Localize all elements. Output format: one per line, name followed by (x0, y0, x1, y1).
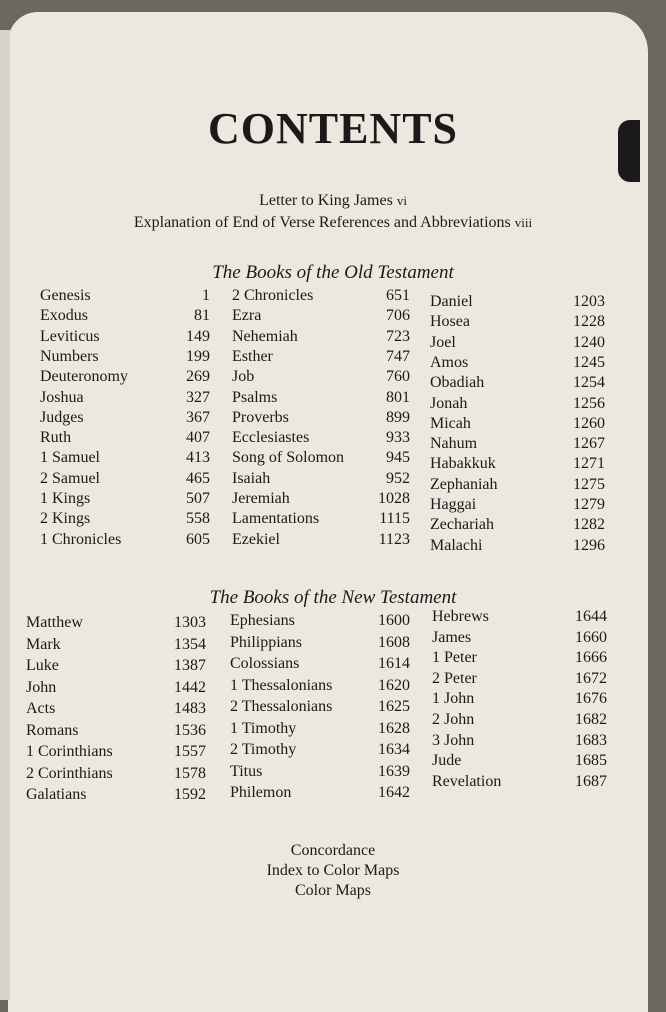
book-page-number: 1687 (575, 772, 607, 790)
book-page-number: 465 (186, 469, 210, 487)
back-matter-map-index: Index to Color Maps (266, 862, 400, 879)
new-testament-heading: The Books of the New Testament (209, 587, 457, 608)
book-entry (232, 490, 410, 508)
book-page-number: 269 (186, 368, 210, 386)
book-name: Judges (40, 408, 84, 426)
book-entry (40, 429, 210, 447)
book-page-number: 407 (186, 429, 210, 447)
book-name: 2 Kings (40, 510, 91, 528)
book-name: Malachi (430, 536, 483, 554)
book-entry (430, 435, 605, 453)
book-name: James (432, 628, 472, 646)
back-matter-concordance: Concordance (290, 842, 376, 859)
book-entry (232, 531, 410, 549)
book-page-number: 149 (186, 327, 210, 345)
book-name: Ephesians (230, 612, 295, 629)
book-page-number: 1614 (378, 655, 410, 672)
book-page-number: 706 (386, 307, 410, 325)
book-page-number: 1203 (573, 293, 605, 310)
book-name: Genesis (40, 287, 91, 304)
book-page-number: 1620 (378, 676, 410, 694)
book-name: Joshua (40, 388, 84, 406)
book-page-number: 952 (386, 469, 410, 487)
book-name: 1 Timothy (230, 719, 297, 737)
book-page-number: 945 (386, 449, 410, 467)
book-page-number: 1483 (174, 700, 206, 717)
book-page-number: 507 (186, 490, 210, 507)
book-entry (232, 429, 410, 447)
book-name: Leviticus (40, 327, 100, 345)
book-entry (430, 537, 605, 555)
book-name: Mark (26, 635, 61, 653)
book-page-number: 1634 (378, 741, 410, 758)
book-page-number: 1387 (174, 657, 206, 674)
book-page-number: 1682 (575, 711, 607, 728)
book-entry (26, 657, 206, 675)
book-page-number: 723 (386, 327, 410, 345)
book-name: 1 Thessalonians (230, 676, 333, 694)
old-testament-heading: The Books of the Old Testament (212, 262, 454, 283)
book-entry (40, 470, 210, 488)
book-name: Micah (430, 414, 471, 432)
book-name: Zephaniah (430, 475, 498, 493)
book-page-number: 1639 (378, 762, 410, 780)
book-name: Haggai (430, 496, 477, 513)
book-entry (232, 510, 410, 528)
book-name: Titus (230, 762, 263, 780)
book-entry (432, 649, 607, 667)
book-page-number: 1442 (174, 678, 206, 696)
book-entry (232, 328, 410, 346)
book-entry (430, 313, 605, 331)
book-page-number: 1628 (378, 719, 410, 737)
book-entry (26, 765, 206, 783)
book-name: 1 Chronicles (40, 530, 122, 548)
book-page-number: 1660 (575, 628, 607, 646)
book-entry (432, 670, 607, 688)
book-entry (232, 307, 410, 325)
book-entry (232, 348, 410, 366)
book-name: Romans (26, 721, 79, 739)
book-entry (432, 752, 607, 770)
book-page-number: 1354 (174, 635, 206, 653)
book-entry (232, 368, 410, 386)
book-page-number: 1260 (573, 414, 605, 432)
book-name: Ecclesiastes (232, 429, 310, 447)
book-page-number: 1282 (573, 516, 605, 534)
book-name: Lamentations (232, 510, 320, 528)
book-entry (26, 700, 206, 718)
book-name: Exodus (40, 307, 88, 325)
book-entry (26, 786, 206, 804)
book-name: Hebrews (432, 608, 489, 625)
book-page-number: 1028 (378, 490, 410, 507)
book-name: Colossians (230, 655, 300, 672)
book-entry (432, 732, 607, 750)
book-page-number: 1123 (378, 530, 410, 548)
intro-label: Letter to King James (259, 192, 393, 209)
book-entry (40, 389, 210, 407)
book-entry (230, 677, 410, 695)
book-entry (40, 368, 210, 386)
book-entry (430, 395, 605, 413)
book-name: Luke (26, 657, 59, 674)
book-entry (40, 510, 210, 528)
book-page-number: 1256 (573, 394, 605, 412)
book-entry (432, 629, 607, 647)
book-entry (432, 608, 607, 626)
book-entry (430, 455, 605, 473)
book-entry (430, 516, 605, 534)
book-entry (430, 354, 605, 372)
page-title: CONTENTS (207, 104, 459, 153)
book-name: Ezekiel (232, 530, 280, 548)
book-name: Nahum (430, 435, 478, 453)
book-page-number: 1296 (573, 536, 605, 554)
book-page-number: 367 (186, 408, 210, 426)
book-entry (230, 720, 410, 738)
book-entry (230, 655, 410, 673)
book-entry (232, 409, 410, 427)
book-name: Jonah (430, 394, 468, 412)
book-entry (40, 328, 210, 346)
book-name: 2 Peter (432, 669, 477, 687)
book-name: Job (232, 368, 255, 386)
book-name: Nehemiah (232, 327, 298, 345)
book-entry (40, 287, 210, 305)
intro-page: viii (514, 215, 533, 230)
book-name: Ezra (232, 307, 262, 325)
book-name: Acts (26, 700, 56, 717)
book-name: 2 Chronicles (232, 287, 314, 304)
book-page-number: 760 (386, 368, 410, 386)
intro-page: vi (396, 193, 407, 208)
book-name: Isaiah (232, 469, 271, 487)
book-name: 1 Corinthians (26, 743, 113, 760)
book-page-number: 199 (186, 347, 210, 365)
book-page-number: 605 (186, 530, 210, 548)
book-page-number: 1683 (575, 731, 607, 749)
book-page-number: 1115 (379, 510, 410, 528)
book-entry (40, 348, 210, 366)
book-name: Daniel (430, 293, 473, 310)
book-entry (26, 614, 206, 632)
book-name: 1 Kings (40, 490, 91, 507)
book-entry (26, 722, 206, 740)
book-entry (26, 636, 206, 654)
book-name: Esther (232, 347, 273, 365)
book-page-number: 933 (386, 429, 410, 447)
book-page-number: 1578 (174, 764, 206, 782)
book-entry (26, 679, 206, 697)
intro-label: Explanation of End of Verse References and Abbreviations (133, 214, 511, 231)
book-page-number: 1279 (573, 496, 605, 513)
book-entry (230, 634, 410, 652)
book-name: 3 John (432, 731, 475, 749)
book-name: Philippians (230, 633, 303, 651)
book-page-number: 1685 (575, 752, 607, 770)
book-name: Amos (430, 353, 469, 371)
book-page-number: 1676 (575, 690, 607, 708)
book-name: 2 Samuel (40, 469, 100, 487)
book-page-number: 899 (386, 408, 410, 426)
book-name: Deuteronomy (40, 368, 128, 386)
book-page-number: 1666 (575, 649, 607, 667)
book-entry (232, 449, 410, 467)
book-page-number: 1254 (573, 374, 605, 392)
book-name: Zechariah (430, 516, 494, 534)
book-entry (232, 470, 410, 488)
intro-explanation (0, 214, 666, 232)
book-page-number: 1240 (573, 333, 605, 351)
book-entry (230, 741, 410, 759)
book-entry (232, 389, 410, 407)
book-page-number: 1275 (573, 475, 605, 493)
book-name: Proverbs (232, 408, 289, 426)
book-page-number: 1536 (174, 721, 206, 739)
book-entry (40, 307, 210, 325)
book-entry (430, 334, 605, 352)
book-entry (430, 496, 605, 514)
book-name: Philemon (230, 784, 292, 801)
book-page-number: 1625 (378, 698, 410, 715)
book-name: 2 Timothy (230, 741, 297, 758)
book-page-number: 747 (386, 347, 410, 365)
book-entry (230, 784, 410, 802)
book-name: 2 Corinthians (26, 764, 113, 782)
book-name: Obadiah (430, 374, 485, 392)
book-entry (40, 449, 210, 467)
book-entry (230, 763, 410, 781)
book-name: Song of Solomon (232, 449, 345, 467)
book-page-number: 81 (194, 307, 210, 325)
book-page-number: 651 (386, 287, 410, 304)
book-entry (232, 287, 410, 305)
book-entry (40, 531, 210, 549)
book-page-number: 558 (186, 510, 210, 528)
book-entry (430, 293, 605, 311)
book-page-number: 1672 (575, 669, 607, 687)
book-page-number: 413 (186, 449, 210, 467)
book-entry (430, 374, 605, 392)
book-name: Hosea (430, 313, 470, 331)
book-name: Matthew (26, 614, 83, 631)
book-name: Habakkuk (430, 455, 496, 473)
book-entry (40, 490, 210, 508)
intro-letter (0, 192, 666, 210)
back-matter-color-maps: Color Maps (295, 882, 371, 899)
book-name: Joel (430, 333, 456, 351)
book-name: Numbers (40, 347, 99, 365)
book-page-number: 801 (386, 388, 410, 406)
book-page-number: 1228 (573, 313, 605, 331)
book-page-number: 1557 (174, 743, 206, 760)
book-page-number: 1592 (174, 786, 206, 803)
book-entry (432, 711, 607, 729)
book-page-number: 1600 (378, 612, 410, 629)
book-entry (430, 415, 605, 433)
book-page-number: 327 (186, 388, 210, 406)
book-page-number: 1642 (378, 784, 410, 801)
book-name: Revelation (432, 772, 502, 790)
book-entry (432, 690, 607, 708)
book-name: 2 Thessalonians (230, 698, 333, 715)
book-entry (230, 612, 410, 630)
book-entry (230, 698, 410, 716)
book-page-number: 1644 (575, 608, 607, 625)
book-name: Jeremiah (232, 490, 290, 507)
book-page-number: 1303 (174, 614, 206, 631)
book-name: 1 Samuel (40, 449, 100, 467)
book-entry (26, 743, 206, 761)
book-entry (430, 476, 605, 494)
book-name: 1 John (432, 690, 475, 708)
book-name: John (26, 678, 57, 696)
book-page-number: 1608 (378, 633, 410, 651)
book-entry (432, 773, 607, 791)
book-name: Galatians (26, 786, 87, 803)
book-name: Ruth (40, 429, 72, 447)
book-name: 2 John (432, 711, 475, 728)
book-entry (40, 409, 210, 427)
book-page-number: 1271 (573, 455, 605, 473)
book-name: Jude (432, 752, 462, 770)
book-page-number: 1 (202, 287, 210, 304)
book-page-number: 1267 (573, 435, 605, 453)
book-page-number: 1245 (573, 353, 605, 371)
book-name: 1 Peter (432, 649, 477, 667)
book-name: Psalms (232, 388, 278, 406)
